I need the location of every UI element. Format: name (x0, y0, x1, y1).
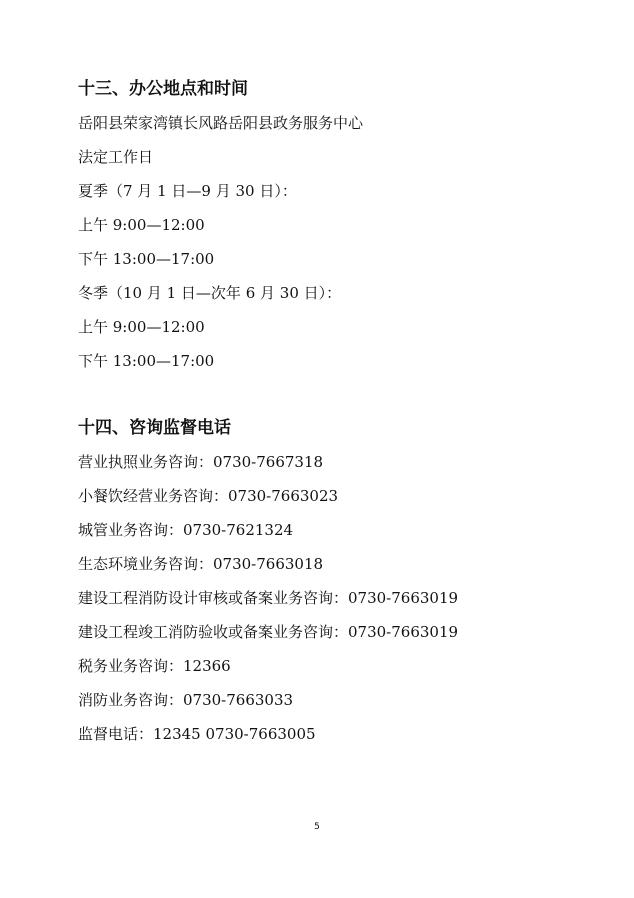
summer-afternoon-hours: 下午 13:00—17:00 (78, 250, 215, 268)
office-hours-section (78, 78, 598, 384)
contact-line-business-license: 营业执照业务咨询：0730-7667318 (78, 453, 324, 471)
office-address: 岳阳县荣家湾镇长风路岳阳县政务服务中心 (78, 114, 364, 132)
winter-afternoon-hours: 下午 13:00—17:00 (78, 352, 215, 370)
contact-line-small-catering: 小餐饮经营业务咨询：0730-7663023 (78, 487, 339, 505)
contact-line-environment: 生态环境业务咨询：0730-7663018 (78, 555, 324, 573)
summer-morning-hours: 上午 9:00—12:00 (78, 216, 205, 234)
winter-period: 冬季（10 月 1 日—次年 6 月 30 日）： (78, 284, 342, 302)
workday-label: 法定工作日 (78, 148, 154, 166)
contact-line-tax: 税务业务咨询：12366 (78, 657, 231, 675)
contact-phones-heading: 十四、咨询监督电话 (78, 418, 231, 438)
contact-line-fire-acceptance: 建设工程竣工消防验收或备案业务咨询：0730-7663019 (78, 623, 459, 641)
office-hours-heading: 十三、办公地点和时间 (78, 79, 248, 99)
contact-phones-section (78, 417, 598, 757)
contact-line-supervision: 监督电话：12345 0730-7663005 (78, 725, 316, 743)
contact-line-fire-service: 消防业务咨询：0730-7663033 (78, 691, 294, 709)
summer-period: 夏季（7 月 1 日—9 月 30 日）： (78, 182, 297, 200)
contact-line-fire-design-review: 建设工程消防设计审核或备案业务咨询：0730-7663019 (78, 589, 459, 607)
page-number: 5 (314, 822, 320, 832)
winter-morning-hours: 上午 9:00—12:00 (78, 318, 205, 336)
contact-line-urban-management: 城管业务咨询：0730-7621324 (78, 521, 294, 539)
